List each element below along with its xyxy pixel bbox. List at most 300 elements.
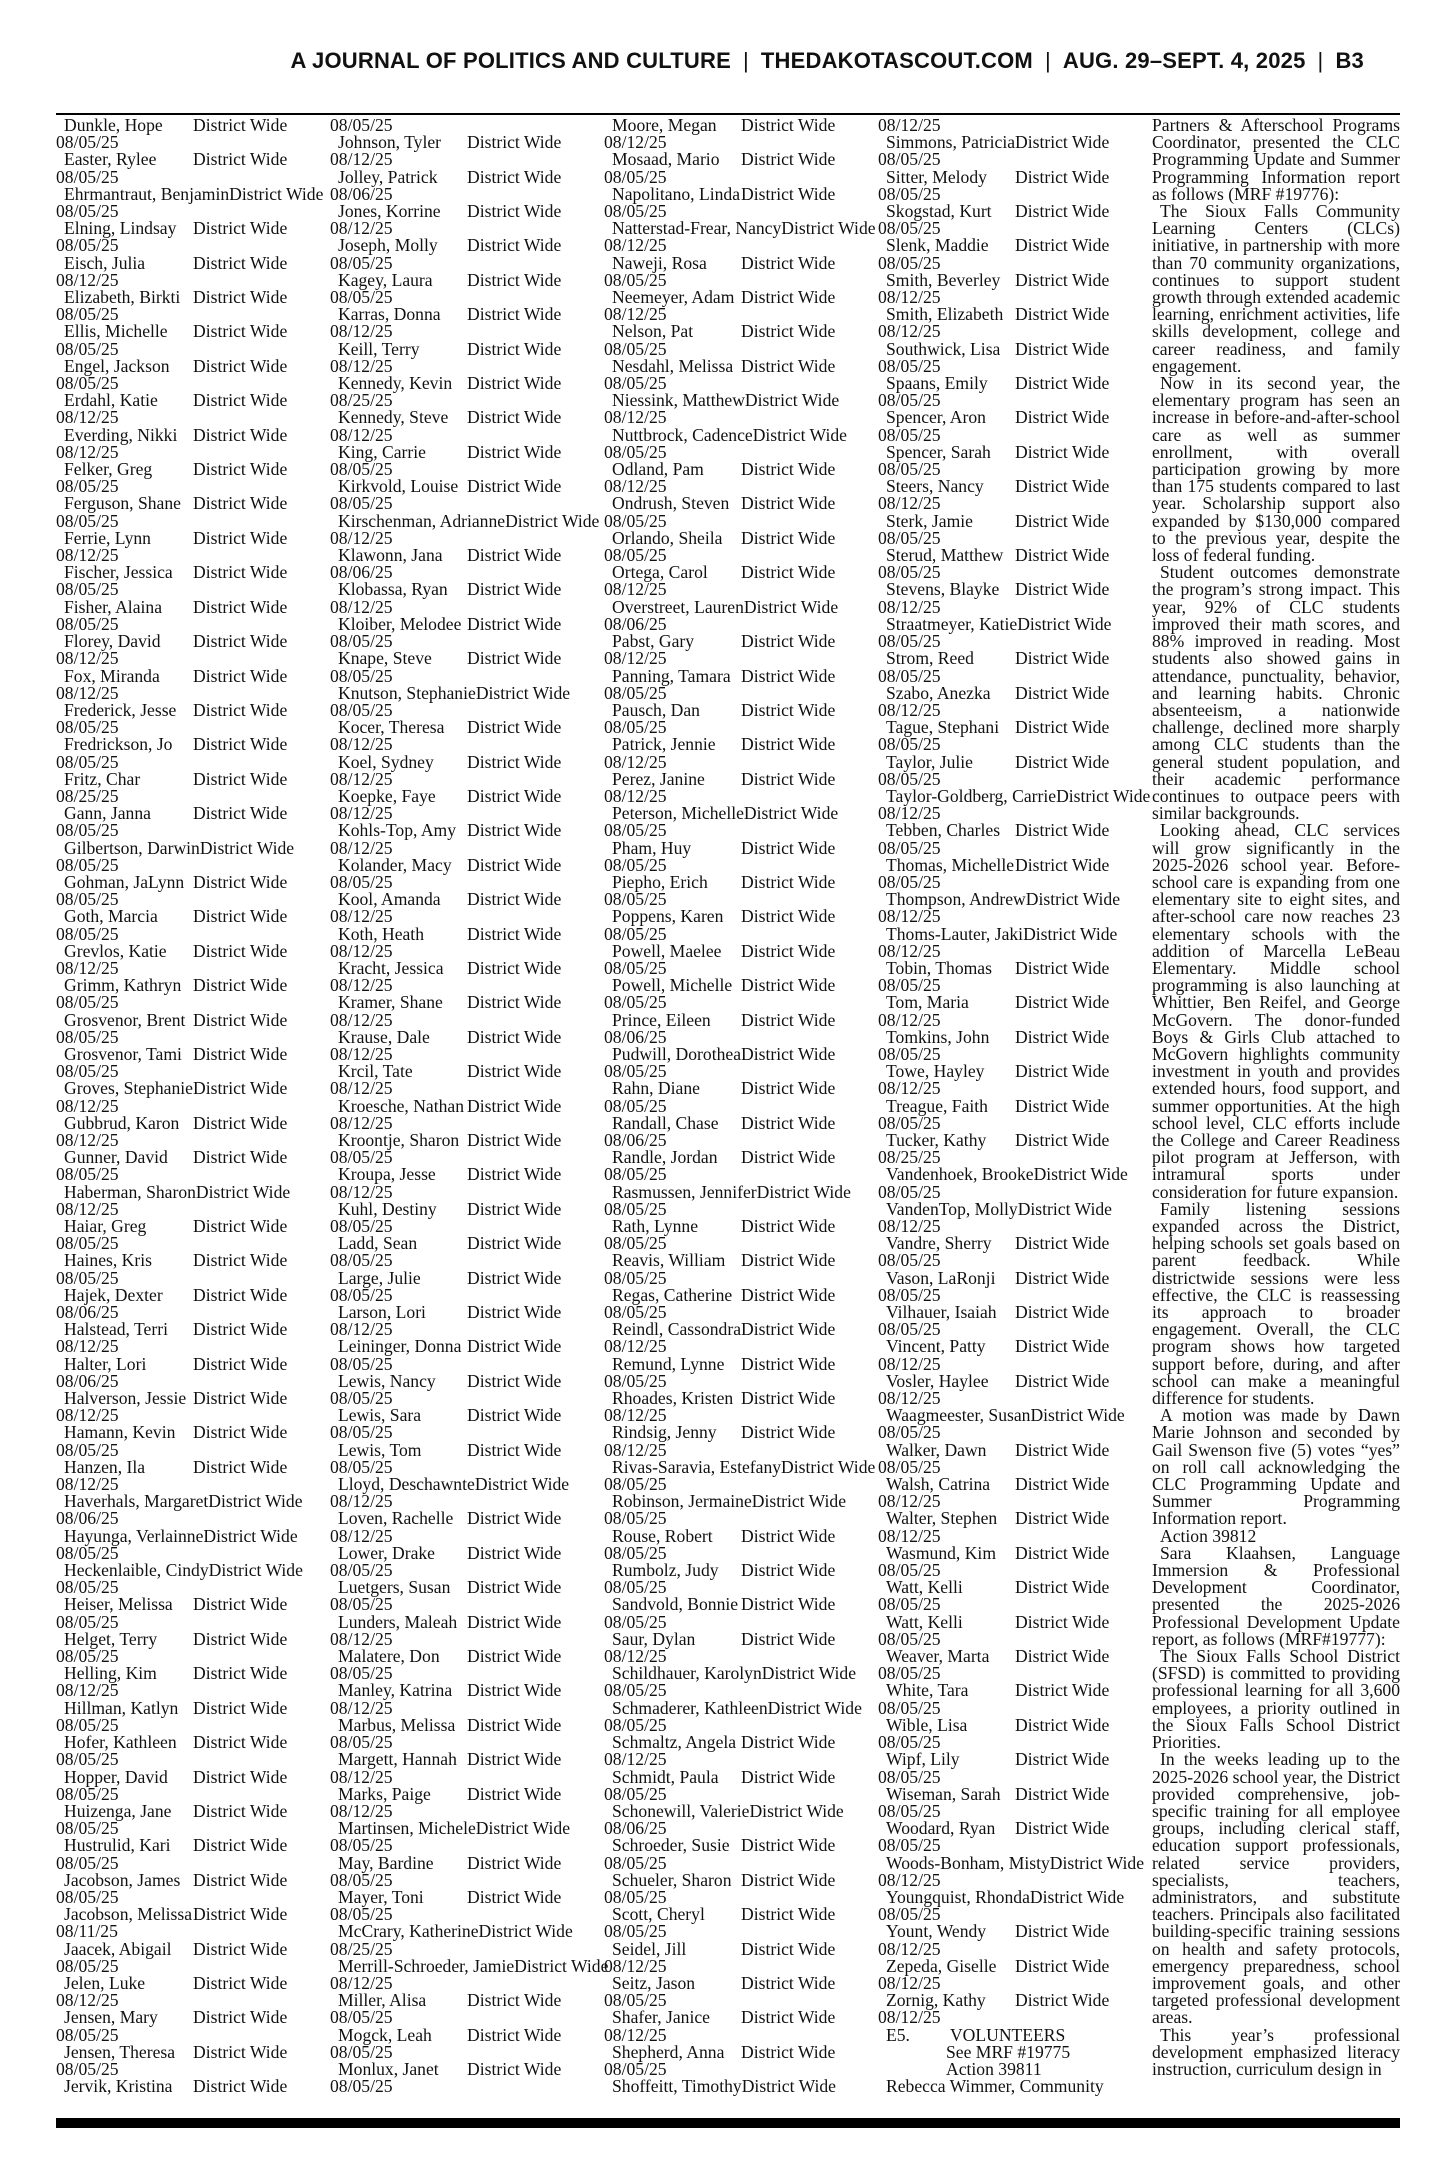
roster-entry [604,2041,836,2079]
start-date: 08/05/25 [56,201,119,222]
column-5-minutes [1152,117,1400,2117]
start-date: 08/05/25 [878,1319,941,1340]
roster-entry [878,1235,1110,1269]
employee-name: Vincent, Patty [886,1336,986,1357]
minutes-paragraph: The Sioux Falls School District (SFSD) is committed to providing professional learning for all 3,600 employees, a priority outlined in the Sioux Falls School District Priorities. [1152,1646,1400,1753]
start-date: 08/06/25 [604,1026,667,1047]
start-date: 08/05/25 [56,717,119,738]
location-label: District Wide [467,304,562,325]
start-date: 08/05/25 [56,613,119,634]
employee-name: Malatere, Don [338,1646,440,1667]
start-date: 08/12/25 [56,1129,119,1150]
roster-entry [878,751,1110,789]
roster-entry [878,1063,1110,1097]
roster-entry [330,478,562,512]
start-date: 08/05/25 [878,975,941,996]
location-label: District Wide [474,1474,570,1495]
roster-entry [878,441,1110,480]
location-label: District Wide [193,1904,288,1925]
location-label: District Wide [741,1353,836,1374]
location-label: District Wide [193,734,288,755]
employee-name: Mayer, Toni [338,1886,424,1907]
roster-entry [878,822,1110,856]
location-label: District Wide [741,321,836,342]
start-date: 08/05/25 [604,373,667,394]
employee-name: Rivas-Saravia, Estefany [612,1456,782,1477]
roster-entry [604,1734,836,1768]
location-label: District Wide [193,1456,288,1477]
location-label: District Wide [1015,441,1110,462]
employee-name: Poppens, Karen [612,906,724,927]
location-label: District Wide [1033,1164,1128,1185]
start-date: 08/12/25 [56,682,119,703]
start-date: 08/05/25 [330,699,393,720]
location-label: District Wide [1015,304,1110,325]
start-date: 08/12/25 [330,803,393,824]
start-date: 08/12/25 [878,940,941,961]
roster-entry [878,1304,1110,1338]
start-date: 08/12/25 [604,1405,667,1426]
location-label: District Wide [193,252,288,273]
roster-entry [878,1992,1110,2026]
roster-entry [56,1149,288,1183]
location-label: District Wide [751,1491,847,1512]
roster-entry [56,1080,288,1114]
employee-name: Large, Julie [338,1267,421,1288]
start-date: 08/12/25 [604,2024,667,2045]
roster-entry [56,1869,288,1907]
roster-entry [604,151,836,185]
start-date: 08/05/25 [604,1474,667,1495]
location-label: District Wide [467,269,562,290]
location-label: District Wide [752,424,847,445]
start-date: 08/12/25 [878,596,941,617]
start-date: 08/05/25 [604,201,667,222]
location-label: District Wide [193,631,288,652]
roster-entry [878,994,1110,1028]
employee-name: Thompson, Andrew [886,889,1026,910]
employee-name: Haverhals, Margaret [64,1491,209,1512]
employee-name: Wible, Lisa [886,1714,968,1735]
start-date: 08/06/25 [56,1370,119,1391]
employee-name: Keill, Terry [338,338,420,359]
employee-name: Towe, Hayley [886,1061,985,1082]
start-date: 08/05/25 [604,1164,667,1185]
employee-name: Knape, Steve [338,648,432,669]
location-label: District Wide [193,424,288,445]
employee-name: Heiser, Melissa [64,1594,173,1615]
roster-entry [330,441,562,480]
roster-entry [56,1252,288,1286]
location-label: District Wide [1015,751,1110,772]
employee-name: Easter, Rylee [64,149,157,170]
roster-entry [56,495,288,529]
start-date: 08/12/25 [604,1955,667,1976]
start-date: 08/12/25 [878,287,941,308]
roster-entry [604,1906,836,1940]
start-date: 08/12/25 [56,1474,119,1495]
roster-entry [604,1972,836,2011]
start-date: 08/12/25 [878,699,941,720]
employee-name: Klobassa, Ryan [338,579,448,600]
roster-entry [56,1009,288,1047]
location-label: District Wide [1015,510,1110,531]
start-date: 08/12/25 [330,1491,393,1512]
employee-name: Lewis, Nancy [338,1370,436,1391]
employee-name: Margett, Hannah [338,1749,457,1770]
employee-name: Jensen, Mary [64,2007,158,2028]
start-date: 08/05/25 [604,957,667,978]
roster-entry [56,1181,291,1219]
location-label: District Wide [195,1181,291,1202]
location-label: District Wide [193,1422,288,1443]
start-date: 08/05/25 [604,1302,667,1323]
start-date: 08/05/25 [604,1886,667,1907]
roster-entry [56,596,288,634]
start-date: 08/12/25 [56,957,119,978]
start-date: 08/05/25 [330,665,393,686]
roster-entry [604,390,840,428]
roster-entry [330,581,562,615]
location-label: District Wide [193,1284,288,1305]
location-label: District Wide [1015,1542,1110,1563]
location-label: District Wide [208,1491,303,1512]
roster-entry [56,424,288,462]
roster-entry [56,1560,303,1598]
location-label: District Wide [467,854,562,875]
start-date: 08/05/25 [330,871,393,892]
start-date: 08/25/25 [878,1147,941,1168]
employee-name: Lunders, Maleah [338,1611,458,1632]
employee-name: Reavis, William [612,1250,726,1271]
employee-name: Powell, Maelee [612,940,722,961]
site-url: THEDAKOTASCOUT.COM [760,48,1033,73]
roster-entry [56,665,288,703]
start-date: 08/06/25 [330,183,393,204]
roster-entry [330,1818,571,1856]
location-label: District Wide [741,1250,836,1271]
roster-entry [56,699,288,738]
roster-entry [604,908,836,942]
roster-entry [330,1304,562,1338]
start-date: 08/05/25 [878,1697,941,1718]
employee-name: Walker, Dawn [886,1439,987,1460]
roster-entry [604,1009,836,1047]
employee-name: Vason, LaRonji [886,1267,996,1288]
roster-entry [604,1869,836,1907]
location-label: District Wide [467,132,562,153]
location-label: District Wide [741,1904,836,1925]
roster-entry [330,854,562,892]
roster-entry [878,1852,1145,1890]
employee-name: Napolitano, Linda [612,183,741,204]
location-label: District Wide [1015,476,1110,497]
roster-entry [56,1906,288,1940]
location-label: District Wide [1030,1405,1125,1426]
roster-entry [604,665,836,703]
employee-name: Lewis, Sara [338,1405,422,1426]
location-label: District Wide [741,699,836,720]
employee-name: Klawonn, Jana [338,545,443,566]
start-date: 08/05/25 [878,1181,941,1202]
journal-tagline: A JOURNAL OF POLITICS AND CULTURE [290,48,731,73]
start-date: 08/12/25 [330,837,393,858]
location-label: District Wide [1015,1439,1110,1460]
roster-entry [56,183,324,222]
roster-entry [330,2058,562,2097]
roster-entry [878,478,1110,512]
roster-entry [604,1284,836,1323]
start-date: 08/05/25 [56,373,119,394]
start-date: 08/05/25 [878,459,941,480]
roster-entry [330,1648,562,1682]
start-date: 08/06/25 [604,1129,667,1150]
employee-name: Kramer, Shane [338,992,443,1013]
start-date: 08/05/25 [56,1233,119,1254]
location-label: District Wide [199,837,295,858]
location-label: District Wide [193,1766,288,1787]
location-label: District Wide [467,1783,562,1804]
employee-name: Kohls-Top, Amy [338,820,457,841]
roster-entry [878,409,1110,443]
location-label: District Wide [761,1663,857,1684]
employee-name: Sterud, Matthew [886,545,1004,566]
location-label: District Wide [1015,132,1110,153]
employee-name: Straatmeyer, Katie [886,613,1018,634]
roster-entry [878,306,1110,340]
roster-entry [604,1390,836,1424]
roster-entry [878,1370,1110,1409]
employee-name: Schmaderer, Kathleen [612,1697,768,1718]
roster-entry [56,1628,288,1667]
location-label: District Wide [741,1835,836,1856]
employee-name: Loven, Rachelle [338,1508,454,1529]
location-label: District Wide [756,1181,851,1202]
start-date: 08/05/25 [56,889,119,910]
employee-name: Luetgers, Susan [338,1577,451,1598]
location-label: District Wide [467,1714,562,1735]
start-date: 08/05/25 [604,1783,667,1804]
location-label: District Wide [193,596,288,617]
location-label: District Wide [467,1611,562,1632]
start-date: 08/12/25 [330,596,393,617]
start-date: 08/12/25 [878,1972,941,1993]
employee-name: Rath, Lynne [612,1216,699,1236]
location-label: District Wide [741,1078,836,1099]
start-date: 08/05/25 [56,1955,119,1976]
start-date: 08/05/25 [878,768,941,789]
employee-name: Lower, Drake [338,1542,435,1563]
location-label: District Wide [1015,1508,1110,1529]
start-date: 08/12/25 [604,304,667,325]
start-date: 08/05/25 [330,1456,393,1477]
location-label: District Wide [741,183,836,204]
start-date: 08/05/25 [878,527,941,548]
location-label: District Wide [741,1525,836,1546]
employee-name: Leininger, Donna [338,1336,462,1357]
location-label: District Wide [741,1009,836,1030]
start-date: 08/12/25 [878,493,941,514]
employee-name: Jacobson, James [64,1869,181,1890]
roster-entry [56,908,288,942]
location-label: District Wide [467,1646,562,1667]
roster-entry [56,1491,303,1529]
location-label: District Wide [467,889,562,910]
column-3 [604,115,876,2117]
employee-name: Ehrmantraut, Benjamin [64,183,230,204]
employee-name: Jelen, Luke [64,1972,146,1993]
roster-entry [878,237,1110,271]
start-date: 08/12/25 [56,407,119,428]
location-label: District Wide [193,149,288,170]
start-date: 08/12/25 [878,321,941,342]
roster-entry [878,1095,1110,1133]
location-label: District Wide [741,631,836,652]
start-date: 08/05/25 [56,1749,119,1770]
employee-name: Regas, Catherine [612,1284,733,1305]
employee-name: Jaacek, Abigail [64,1938,172,1959]
start-date: 08/12/25 [878,115,941,135]
location-label: District Wide [741,1972,836,1993]
roster-entry [604,736,836,770]
start-date: 08/05/25 [878,183,941,204]
employee-name: Wipf, Lily [886,1749,960,1770]
employee-name: Jensen, Theresa [64,2041,176,2062]
employee-name: Pabst, Gary [612,631,695,652]
location-label: District Wide [1015,820,1110,841]
start-date: 08/12/25 [330,940,393,961]
start-date: 08/05/25 [330,1835,393,1856]
start-date: 08/05/25 [878,1628,941,1649]
start-date: 08/05/25 [604,682,667,703]
minutes-paragraph: Partners & Afterschool Programs Coordinator, presented the CLC Programming Update and Summer Programming Information report as follows (MRF #19776): [1152,115,1400,204]
location-label: District Wide [467,785,562,806]
location-label: District Wide [193,287,288,308]
roster-entry [56,1456,288,1495]
start-date: 08/12/25 [330,1800,393,1821]
start-date: 08/06/25 [604,1818,667,1839]
location-label: District Wide [467,441,562,462]
employee-name: Tucker, Kathy [886,1129,987,1150]
location-label: District Wide [741,1284,836,1305]
start-date: 08/05/25 [330,287,393,308]
start-date: 08/05/25 [56,2024,119,2045]
location-label: District Wide [1015,1061,1110,1082]
start-date: 08/12/25 [330,734,393,755]
location-label: District Wide [741,1732,836,1753]
start-date: 08/05/25 [604,269,667,290]
location-label: District Wide [741,2076,836,2097]
start-date: 08/12/25 [330,355,393,376]
start-date: 08/12/25 [56,1336,119,1357]
roster-entry [56,1596,288,1630]
start-date: 08/12/25 [878,1216,941,1236]
start-date: 08/12/25 [330,1766,393,1787]
employee-name: Huizenga, Jane [64,1800,172,1821]
employee-name: Goth, Marcia [64,906,158,927]
location-label: District Wide [781,1456,876,1477]
start-date: 08/05/25 [330,1216,393,1236]
location-label: District Wide [741,906,836,927]
employee-name: Strom, Reed [886,648,974,669]
location-label: District Wide [767,1697,862,1718]
start-date: 08/12/25 [604,785,667,806]
start-date: 08/05/25 [330,115,393,135]
location-label: District Wide [467,201,562,222]
employee-name: Taylor, Julie [886,751,973,772]
roster-entry [330,1407,562,1441]
start-date: 08/12/25 [330,1972,393,1993]
employee-name: Dunkle, Hope [64,115,163,135]
employee-name: Helget, Terry [64,1628,158,1649]
start-date: 08/05/25 [604,923,667,944]
location-label: District Wide [467,1302,562,1323]
start-date: 08/05/25 [330,1422,393,1443]
section-title: VOLUNTEERS [949,2024,1066,2045]
employee-name: Kracht, Jessica [338,957,444,978]
employee-name: Monlux, Janet [338,2058,439,2079]
location-label: District Wide [193,975,288,996]
start-date: 08/12/25 [330,1628,393,1649]
employee-name: Mogck, Leah [338,2024,432,2045]
roster-entry [878,1783,1110,1821]
employee-name: Kennedy, Kevin [338,373,453,394]
employee-name: Reindl, Cassondra [612,1319,742,1340]
location-label: District Wide [467,1852,562,1873]
start-date: 08/05/25 [330,2041,393,2062]
start-date: 08/05/25 [56,2058,119,2079]
location-label: District Wide [467,1370,562,1391]
minutes-paragraph: Looking ahead, CLC services will grow significantly in the 2025-2026 school year. Before-school care is expanding from one elementary site to eight sites, and after-school care now reaches 23 elementary schools with the addition of Marcella LeBeau Elementary. Middle school programming is also launching at Whittier, Ben Reifel, and George McGovern. The donor-funded Boys & Girls Club attached to McGovern highlights community investment in youth and provides extended hours, food support, and summer opportunities. At the high school level, CLC efforts include the College and Career Readiness pilot program at Jefferson, with intramural sports under consideration for future expansion. [1152,820,1400,1202]
employee-name: Youngquist, Rhonda [886,1886,1030,1907]
employee-name: Simmons, Patricia [886,132,1016,153]
employee-name: Gohman, JaLynn [64,871,185,892]
start-date: 08/05/25 [878,734,941,755]
location-label: District Wide [193,1353,288,1374]
start-date: 08/12/25 [604,648,667,669]
start-date: 08/12/25 [330,768,393,789]
roster-entry [330,1783,562,1821]
employee-name: Lewis, Tom [338,1439,422,1460]
start-date: 08/05/25 [604,1990,667,2011]
employee-name: Gubbrud, Karon [64,1112,180,1133]
location-label: District Wide [741,1422,836,1443]
roster-entry [878,1648,1110,1682]
location-label: District Wide [193,1147,288,1168]
roster-entry [604,1800,844,1839]
start-date: 08/05/25 [604,441,667,462]
employee-name: Kocer, Theresa [338,717,445,738]
employee-name: Tague, Stephani [886,717,1000,738]
start-date: 08/05/25 [56,1577,119,1598]
location-label: District Wide [1015,1233,1110,1254]
employee-name: Sitter, Melody [886,166,987,187]
location-label: District Wide [193,1697,288,1718]
start-date: 08/12/25 [330,1112,393,1133]
minutes-paragraph: The Sioux Falls Community Learning Centers (CLCs) initiative, in partnership with more than 70 community organizations, continues to support student growth through extended academic learning, enrichment activities, life skills development, college and career readiness, and family engagement. [1152,201,1400,376]
employee-name: Grevlos, Katie [64,940,167,961]
location-label: District Wide [741,1869,836,1890]
location-label: District Wide [1015,1749,1110,1770]
start-date: 08/12/25 [604,1336,667,1357]
employee-name: Moore, Megan [612,115,717,135]
location-label: District Wide [1015,682,1110,703]
employee-name: Odland, Pam [612,459,704,480]
roster-entry [878,269,1110,308]
start-date: 08/05/25 [878,390,941,411]
start-date: 08/05/25 [330,1388,393,1409]
roster-entry [604,1837,836,1871]
